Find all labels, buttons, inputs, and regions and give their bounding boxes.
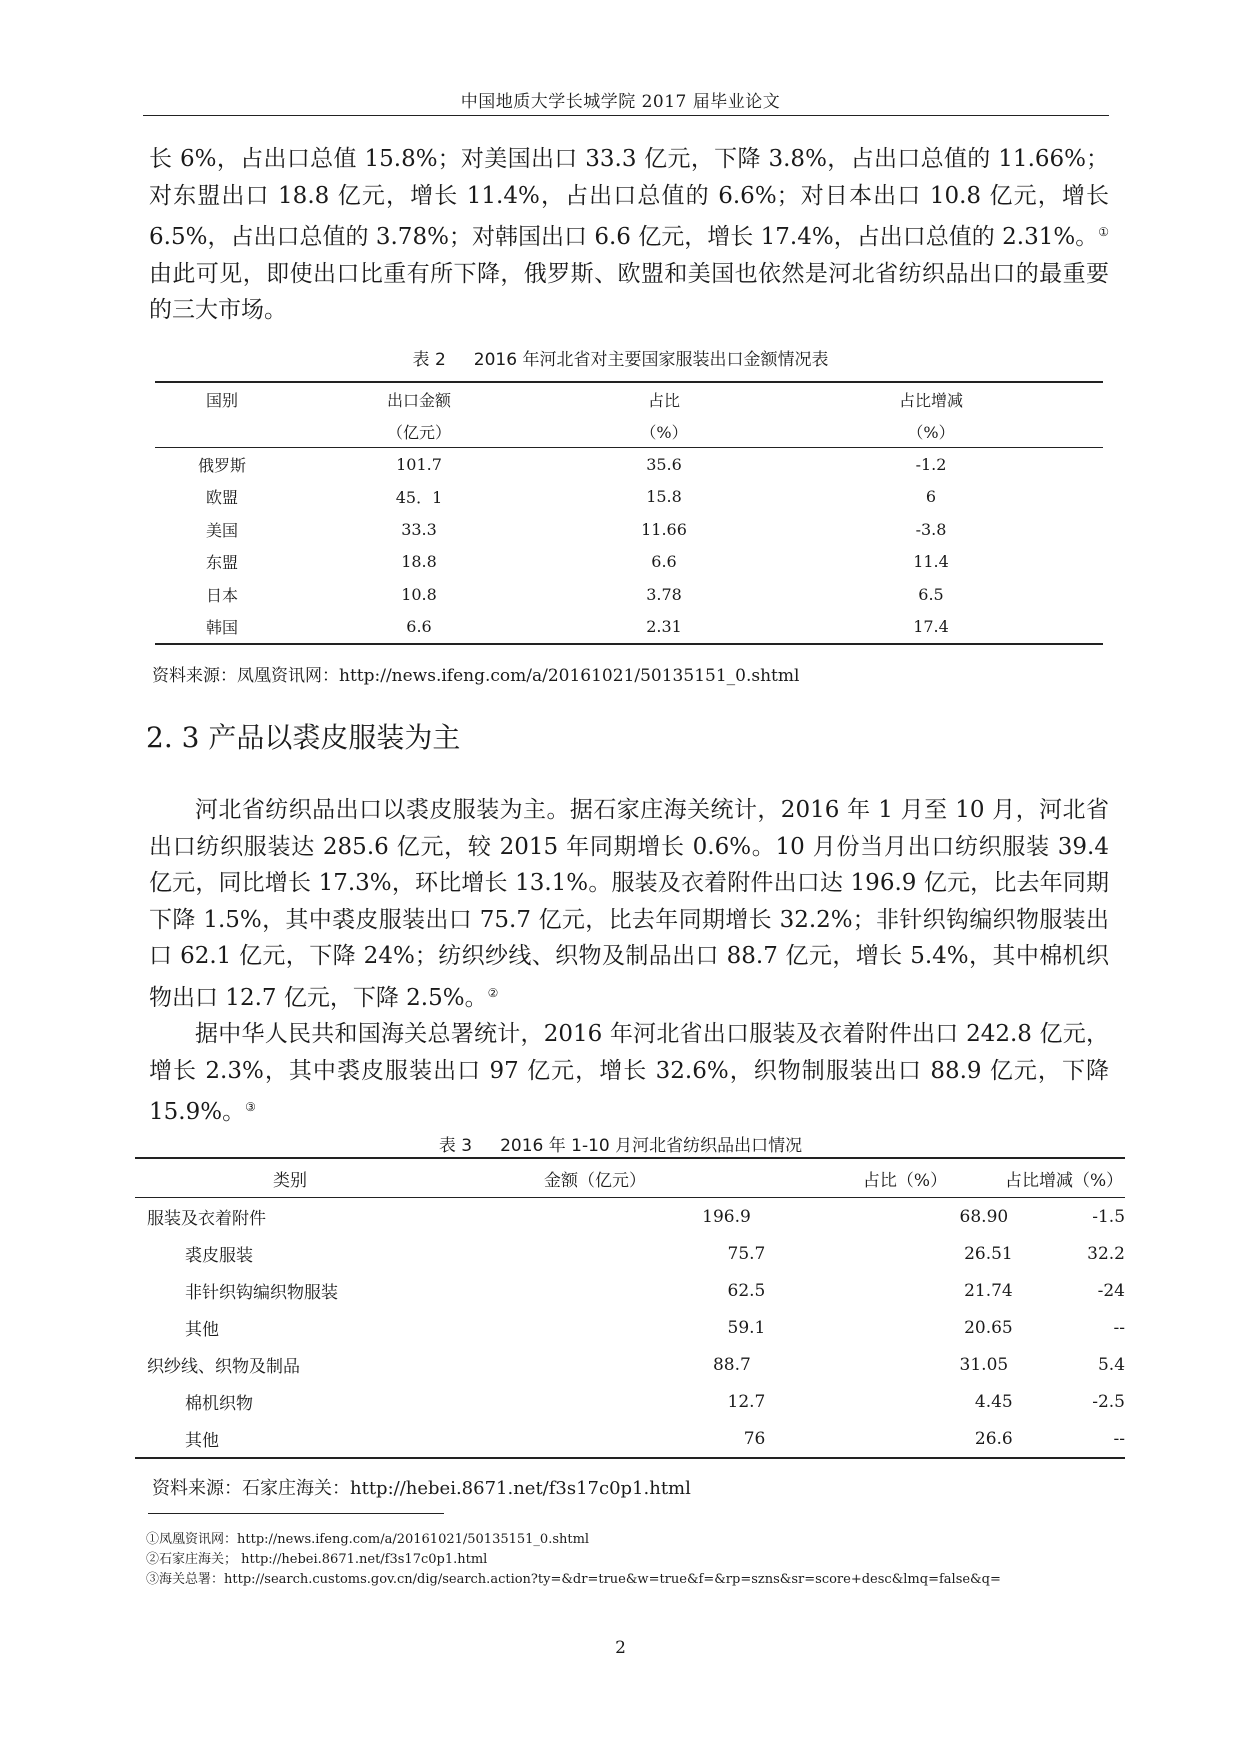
table-row [155,546,1103,579]
table-row [155,611,1103,644]
table3-source: 资料来源：石家庄海关：http://hebei.8671.net/f3s17c0p1.html [152,1478,691,1499]
table-row [135,1420,1125,1457]
amount-cell: 10.8 [401,584,437,604]
country-cell: 东盟 [205,553,238,573]
table2-source: 资料来源：凤凰资讯网：http://news.ifeng.com/a/20161021/50135151_0.shtml [152,666,800,686]
share-cell: 31.05 [959,1354,1009,1375]
change-cell: -- [1113,1317,1125,1338]
amount-cell: 88.7 [712,1354,751,1375]
table3-caption [0,1131,1241,1156]
category-cell: 其他 [185,1320,219,1340]
change-cell: -3.8 [915,519,947,539]
change-cell: 32.2 [1087,1243,1125,1264]
amount-cell: 75.7 [727,1243,766,1264]
table2-caption-label: 表 2 [412,350,446,370]
footnote-divider [148,1513,444,1514]
share-cell: 3.78 [646,584,682,604]
amount-cell: 6.6 [406,617,432,637]
share-cell: 2.31 [646,617,682,637]
table-row [155,448,1103,481]
share-cell: 15.8 [646,487,682,507]
table2-body [155,448,1103,643]
paragraph-2: 河北省纺织品出口以裘皮服装为主。据石家庄海关统计，2016 年 1 月至 10 月，河北省出口纺织服装达 285.6 亿元，较 2015 年同期增长 0.6%。10 月份当月出口纺织服装 39.4 亿元，同比增长 17.3%，环比增长 13.1%。服装及衣着附件出口达 196.9 亿元，比去年同期下降 1.5%，其中裘皮服装出口 75.7 亿元，比去年同期增长 32.2%；非针织钩编织物服装出口 62.1 亿元，下降 24%；纺织纱线、织物及制品出口 88.7 亿元，增长 5.4%，其中棉机织物出口 12.7 亿元，下降 2.5%。 [149,797,1109,1011]
category-cell: 织纱线、织物及制品 [147,1357,300,1377]
amount-cell: 196.9 [702,1206,751,1227]
table3-caption-label: 表 3 [438,1136,473,1156]
country-cell: 欧盟 [205,488,238,508]
table3-bottom-rule [135,1457,1125,1459]
share-cell: 21.74 [964,1280,1013,1301]
category-cell: 裘皮服装 [185,1246,253,1266]
amount-cell: 45．1 [395,488,443,508]
table3-caption-text: 2016 年 1-10 月河北省纺织品出口情况 [500,1136,803,1156]
table3-header-change: 占比增减（%） [1005,1170,1124,1191]
table-row [155,513,1103,546]
table3-header-share: 占比（%） [862,1170,948,1191]
table2-header-row [155,383,1103,415]
footnote-3: ③海关总署：http://search.customs.gov.cn/dig/search.action?ty=&dr=true&w=true&f=&rp=szns&sr=score+desc&lmq=false&q= [146,1572,1001,1587]
change-cell: 6 [925,487,937,507]
amount-cell: 62.5 [727,1280,766,1301]
page-number: 2 [615,1638,626,1658]
table2-header-amount-unit: （亿元） [386,422,451,442]
table3-header-category: 类别 [273,1170,307,1191]
share-cell: 11.66 [641,519,687,539]
country-cell: 美国 [205,520,238,540]
table3 [135,1157,1125,1459]
amount-cell: 59.1 [727,1317,766,1338]
table2-caption [0,345,1241,370]
footnote-2: ②石家庄海关； http://hebei.8671.net/f3s17c0p1.html [146,1552,488,1567]
table2-header-change-unit: （%） [907,422,955,442]
change-cell: 17.4 [913,617,949,637]
table2-header-country: 国别 [205,390,238,410]
table2-caption-text: 2016 年河北省对主要国家服装出口金额情况表 [473,350,829,370]
table3-body [135,1198,1125,1457]
table2-header-amount: 出口金额 [386,390,451,410]
category-cell: 棉机织物 [185,1394,253,1414]
share-cell: 26.6 [974,1428,1013,1449]
footnotes [146,1530,1001,1590]
page-header: 中国地质大学长城学院 2017 届毕业论文 [460,92,781,112]
share-cell: 4.45 [974,1391,1013,1412]
share-cell: 68.90 [959,1206,1009,1227]
change-cell: 11.4 [913,552,949,572]
body-paragraphs [149,792,1109,1131]
table-row [155,578,1103,611]
footnote-1: ①凤凰资讯网：http://news.ifeng.com/a/20161021/50135151_0.shtml [146,1532,590,1547]
paragraph-3: 据中华人民共和国海关总署统计，2016 年河北省出口服装及衣着附件出口 242.8 亿元，增长 2.3%，其中裘皮服装出口 97 亿元，增长 32.6%，织物制服装出口 88.9 亿元，下降 15.9%。 [149,1021,1109,1125]
header-divider [143,115,1109,116]
country-cell: 俄罗斯 [197,455,246,475]
change-cell: -2.5 [1092,1391,1125,1412]
share-cell: 6.6 [651,552,677,572]
share-cell: 35.6 [646,454,682,474]
country-cell: 日本 [205,585,238,605]
category-cell: 其他 [185,1431,219,1451]
table2 [155,381,1103,645]
table-row [135,1235,1125,1272]
amount-cell: 12.7 [727,1391,766,1412]
intro-paragraph-block [149,141,1109,329]
table-row [135,1198,1125,1235]
table-row [155,481,1103,514]
change-cell: 6.5 [918,584,944,604]
table2-header-share: 占比 [647,390,680,410]
table3-header-amount: 金额（亿元） [544,1170,646,1191]
footnote-mark-2[interactable]: ② [487,985,499,1000]
table2-header-share-unit: （%） [640,422,688,442]
amount-cell: 101.7 [396,454,442,474]
change-cell: 5.4 [1097,1354,1126,1375]
section-heading: 2. 3 产品以裘皮服装为主 [146,721,461,754]
change-cell: -1.2 [915,454,947,474]
footnote-mark-1[interactable]: ① [1098,225,1109,239]
change-cell: -1.5 [1092,1206,1126,1227]
amount-cell: 18.8 [401,552,437,572]
table2-bottom-rule [155,643,1103,645]
table2-header-change: 占比增减 [898,390,963,410]
change-cell: -24 [1097,1280,1125,1301]
table2-header-unit-row [155,415,1103,447]
share-cell: 26.51 [964,1243,1013,1264]
table3-header-row [135,1159,1125,1197]
category-cell: 服装及衣着附件 [147,1209,266,1229]
amount-cell: 76 [743,1428,766,1449]
intro-paragraph: 长 6%，占出口总值 15.8%；对美国出口 33.3 亿元，下降 3.8%，占出口总值的 11.66%；对东盟出口 18.8 亿元，增长 11.4%，占出口总值的 6.6%；对日本出口 10.8 亿元，增长 6.5%，占出口总值的 3.78%；对韩国出口 6.6 亿元，增长 17.4%，占出口总值的 2.31%。 [149,146,1109,250]
category-cell: 非针织钩编织物服装 [185,1283,338,1303]
country-cell: 韩国 [205,618,238,638]
table-row [135,1346,1125,1383]
amount-cell: 33.3 [401,519,437,539]
intro-paragraph-tail: 由此可见，即使出口比重有所下降，俄罗斯、欧盟和美国也依然是河北省纺织品出口的最重要的三大市场。 [149,260,1109,323]
table-row [135,1383,1125,1420]
table-row [135,1272,1125,1309]
change-cell: -- [1113,1428,1125,1449]
footnote-mark-3[interactable]: ③ [245,1100,256,1114]
table-row [135,1309,1125,1346]
share-cell: 20.65 [964,1317,1013,1338]
